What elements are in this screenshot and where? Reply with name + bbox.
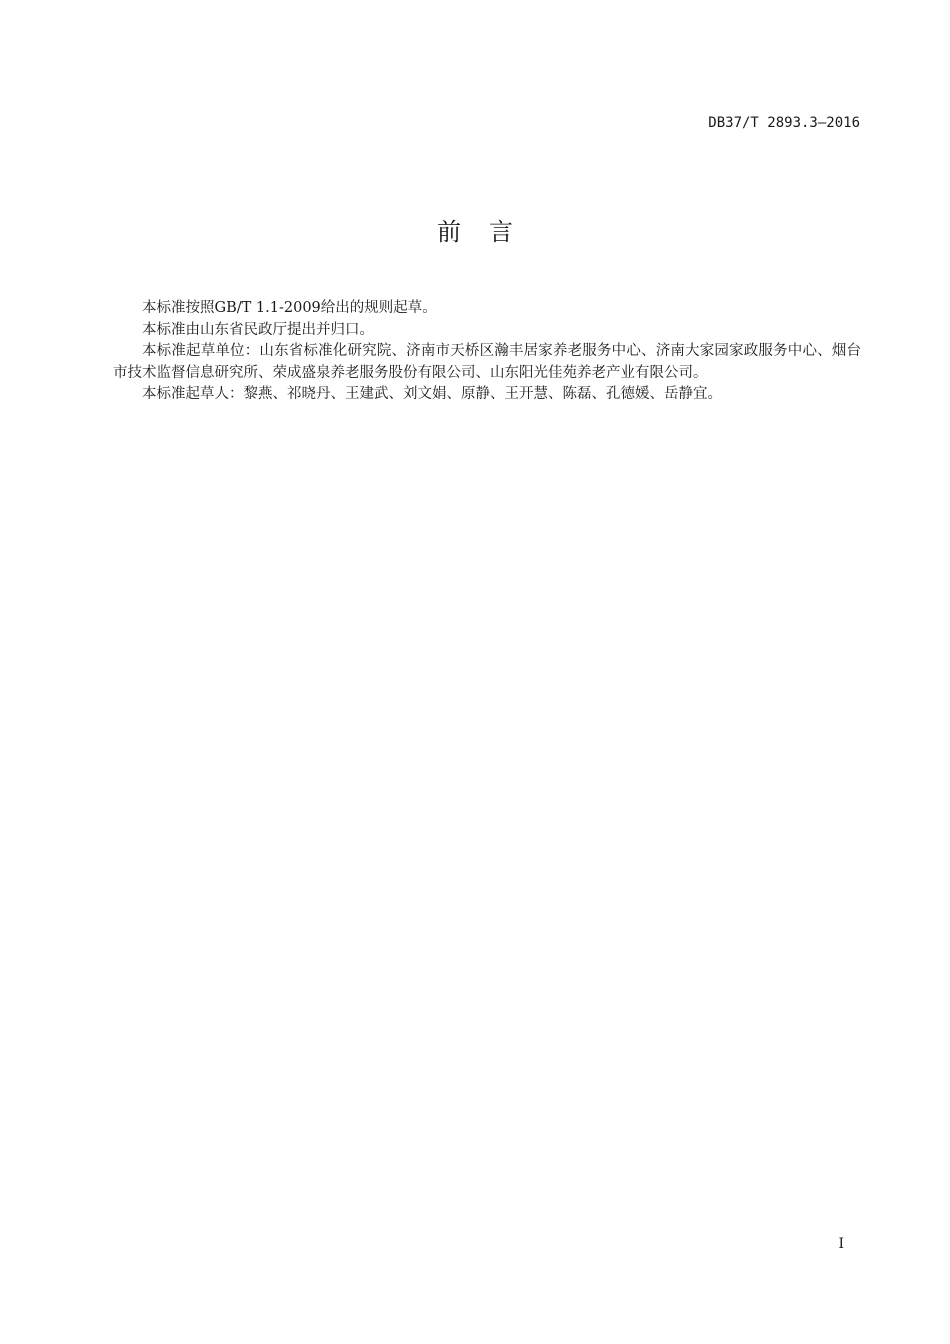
foreword-body: [113, 298, 861, 406]
paragraph-drafters: 本标准起草人：黎燕、祁晓丹、王建武、刘文娟、原静、王开慧、陈磊、孔德媛、岳静宜。: [142, 386, 722, 402]
section-title-foreword: 前言: [437, 218, 541, 246]
paragraph-drafting-units: 本标准起草单位：山东省标准化研究院、济南市天桥区瀚丰居家养老服务中心、济南大家园家政服务中心、烟台市技术监督信息研究所、荣成盛泉养老服务股份有限公司、山东阳光佳苑养老产业有限公司。: [113, 343, 861, 381]
page-number: I: [838, 1236, 844, 1252]
paragraph-drafting-rules: 本标准按照GB/T 1.1-2009给出的规则起草。: [142, 300, 437, 316]
paragraph-proposer: 本标准由山东省民政厅提出并归口。: [142, 321, 374, 338]
standard-code: DB37/T 2893.3—2016: [708, 115, 860, 131]
